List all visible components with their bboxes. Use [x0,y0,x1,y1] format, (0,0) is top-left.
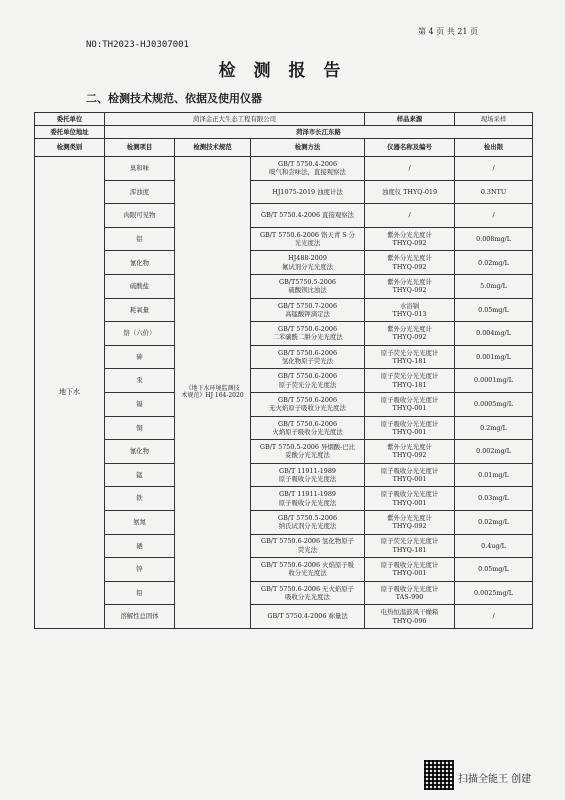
instrument-cell: 原子吸收分光光度计 THYQ-001 [365,487,455,511]
scanner-watermark: 扫描全能王 创建 [458,774,532,785]
instrument-cell: 原子吸收分光光度计 THYQ-001 [365,463,455,487]
col-header-spec: 检测技术规范 [175,139,251,157]
instrument-cell: 原子吸收分光光度计 THYQ-001 [365,392,455,416]
limit-cell: 0.001mg/L [455,345,533,369]
method-cell: GB/T 5750.6-2006 无火焰原子吸收分光光度法 [251,392,365,416]
item-cell: 铝 [105,227,175,251]
table-row [35,322,533,346]
client-label: 委托单位 [35,113,105,126]
col-header-limit: 检出限 [455,139,533,157]
limit-cell: 0.3NTU [455,180,533,204]
table-row [35,157,533,181]
method-cell: GB/T 11911-1989 原子吸收分光光度法 [251,487,365,511]
method-cell: GB/T 5750.6-2006 二苯碳酰二肼分光光度法 [251,322,365,346]
method-cell: HJ488-2009 氟试剂分光光度法 [251,251,365,275]
table-row [35,369,533,393]
method-cell: GB/T 5750.5-2006 异烟酸-巴比 妥酸分光光度法 [251,440,365,464]
limit-cell: 0.03mg/L [455,487,533,511]
method-cell: GB/T 5750.6-2006 火焰原子吸收分光光度法 [251,416,365,440]
address-label: 委托单位地址 [35,126,105,139]
method-cell: GB/T 5750.6-2006 铬天青 S 分 光光度法 [251,227,365,251]
instrument-cell: / [365,157,455,181]
item-cell: 溶解性总固体 [105,605,175,629]
instrument-cell: 原子荧光分光光度计 THYQ-181 [365,369,455,393]
document-number: NO:TH2023-HJ0307001 [86,40,189,50]
table-row [35,487,533,511]
instrument-cell: 紫外分光光度计 THYQ-092 [365,510,455,534]
instrument-cell: 电热恒温鼓风干燥箱 THYQ-096 [365,605,455,629]
instrument-cell: / [365,204,455,228]
item-cell: 铬（六价） [105,322,175,346]
table-row [35,558,533,582]
spec-cell: 《地下水环境监测技 术规范》HJ 164-2020 [175,157,251,629]
source-label: 样品来源 [365,113,455,126]
limit-cell: 5.0mg/L [455,274,533,298]
limit-cell: / [455,157,533,181]
column-header-row [35,139,533,157]
limit-cell: 0.008mg/L [455,227,533,251]
table-row [35,204,533,228]
instrument-cell: 紫外分光光度计 THYQ-092 [365,227,455,251]
source-value: 现场采样 [455,113,533,126]
instrument-cell: 浊度仪 THYQ-019 [365,180,455,204]
item-cell: 浑浊度 [105,180,175,204]
item-cell: 硫酸盐 [105,274,175,298]
instrument-cell: 原子吸收分光光度计 THYQ-001 [365,416,455,440]
limit-cell: / [455,605,533,629]
table-row [35,274,533,298]
method-cell: GB/T 5750.4-2006 嗅气和尝味法，直接观察法 [251,157,365,181]
table-row [35,581,533,605]
item-cell: 砷 [105,345,175,369]
client-row [35,113,533,126]
item-cell: 氰化物 [105,251,175,275]
limit-cell: 0.0005mg/L [455,392,533,416]
address-value: 菏泽市长江东路 [105,126,533,139]
qr-code-icon [424,760,454,790]
method-cell: GB/T 5750.6-2006 氢化物原子 荧光法 [251,534,365,558]
table-row [35,416,533,440]
item-cell: 耗氧量 [105,298,175,322]
method-cell: GB/T 5750.6-2006 火焰原子吸 收分光光度法 [251,558,365,582]
instrument-cell: 原子荧光分光光度计 THYQ-181 [365,345,455,369]
instrument-cell: 原子荧光分光光度计 THYQ-181 [365,534,455,558]
instrument-cell: 紫外分光光度计 THYQ-092 [365,322,455,346]
method-cell: GB/T 5750.6-2006 原子荧光分光光度法 [251,369,365,393]
item-cell: 汞 [105,369,175,393]
item-cell: 氨氮 [105,510,175,534]
limit-cell: 0.002mg/L [455,440,533,464]
item-cell: 锌 [105,558,175,582]
instrument-cell: 紫外分光光度计 THYQ-092 [365,251,455,275]
method-cell: GB/T 5750.5-2006 纳氏试剂分光光度法 [251,510,365,534]
limit-cell: 0.02mg/L [455,510,533,534]
limit-cell: 0.2mg/L [455,416,533,440]
client-value: 菏泽金正大生态工程有限公司 [105,113,365,126]
method-cell: GB/T5750.5-2006 硫酸钡比浊法 [251,274,365,298]
category-cell: 地下水 [35,157,105,629]
item-cell: 硒 [105,534,175,558]
item-cell: 锰 [105,463,175,487]
col-header-category: 检测类别 [35,139,105,157]
table-row [35,605,533,629]
test-spec-table [34,112,533,629]
limit-cell: 0.05mg/L [455,558,533,582]
item-cell: 铜 [105,416,175,440]
item-cell: 氰化物 [105,440,175,464]
table-row [35,463,533,487]
limit-cell: 0.01mg/L [455,463,533,487]
limit-cell: / [455,204,533,228]
limit-cell: 0.0025mg/L [455,581,533,605]
item-cell: 铅 [105,581,175,605]
item-cell: 肉眼可见物 [105,204,175,228]
col-header-instrument: 仪器名称及编号 [365,139,455,157]
limit-cell: 0.05mg/L [455,298,533,322]
limit-cell: 0.02mg/L [455,251,533,275]
report-title: 检 测 报 告 [218,61,347,81]
limit-cell: 0.0001mg/L [455,369,533,393]
table-row [35,251,533,275]
instrument-cell: 原子吸收分光光度计 THYQ-001 [365,558,455,582]
method-cell: HJ1075-2019 浊度计法 [251,180,365,204]
instrument-cell: 原子吸收分光光度计 TAS-990 [365,581,455,605]
page-number: 第 4 页 共 21 页 [418,27,478,36]
table-row [35,534,533,558]
instrument-cell: 紫外分光光度计 THYQ-092 [365,440,455,464]
table-row [35,510,533,534]
method-cell: GB/T 11911-1989 原子吸收分光光度法 [251,463,365,487]
method-cell: GB/T 5750.7-2006 高锰酸钾滴定法 [251,298,365,322]
col-header-method: 检测方法 [251,139,365,157]
table-row [35,298,533,322]
limit-cell: 0.4ug/L [455,534,533,558]
limit-cell: 0.004mg/L [455,322,533,346]
table-row [35,180,533,204]
method-cell: GB/T 5750.6-2006 氢化物原子荧光法 [251,345,365,369]
item-cell: 镉 [105,392,175,416]
item-cell: 臭和味 [105,157,175,181]
table-row [35,227,533,251]
section-heading: 二、检测技术规范、依据及使用仪器 [86,92,262,105]
method-cell: GB/T 5750.6-2006 无火焰原子 吸收分光光度法 [251,581,365,605]
instrument-cell: 紫外分光光度计 THYQ-092 [365,274,455,298]
method-cell: GB/T 5750.4-2006 直接观察法 [251,204,365,228]
table-row [35,392,533,416]
instrument-cell: 水浴锅 THYQ-013 [365,298,455,322]
method-cell: GB/T 5750.4-2006 称量法 [251,605,365,629]
item-cell: 铁 [105,487,175,511]
address-row [35,126,533,139]
table-row [35,345,533,369]
table-row [35,440,533,464]
col-header-item: 检测项目 [105,139,175,157]
